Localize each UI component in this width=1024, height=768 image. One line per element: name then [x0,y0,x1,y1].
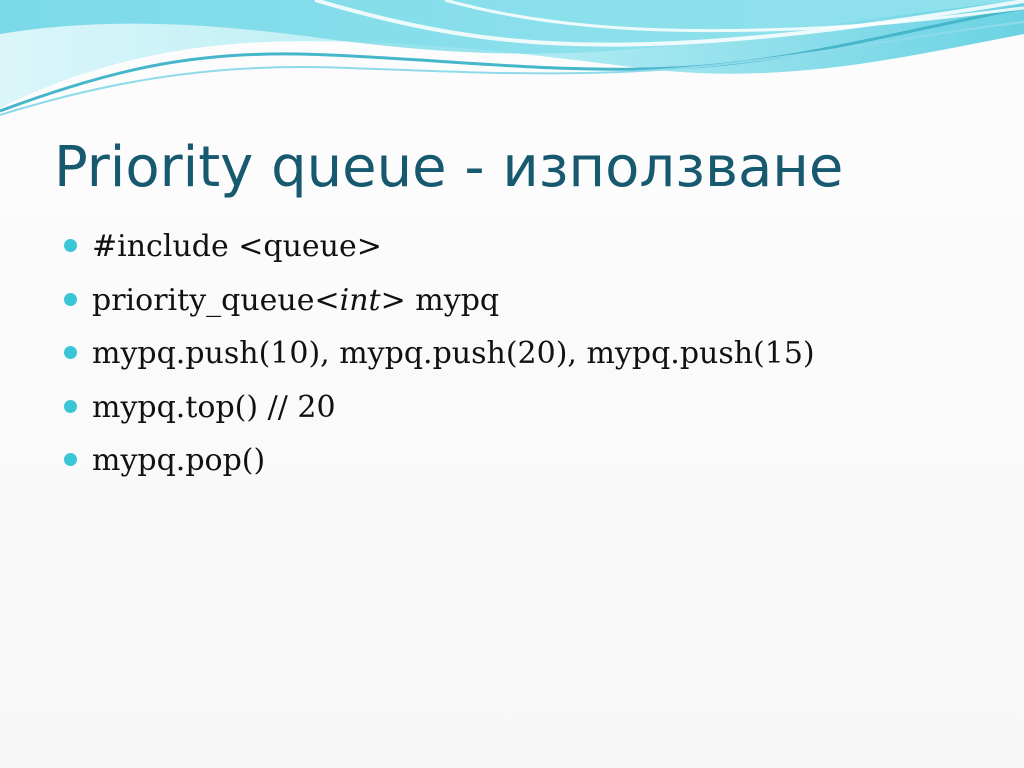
bullet-item-include [64,220,984,274]
bullet-text-after: > mypq [380,282,500,318]
bullet-item-push [64,327,984,381]
bullet-item-pop [64,434,984,488]
bullet-text: #include <queue> [92,229,382,264]
decorative-wave-header [0,0,1024,120]
slide-title: Priority queue - използване [54,135,844,200]
bullet-dot-icon [64,453,77,466]
bullet-dot-icon [64,400,77,413]
bullet-text: mypq.top() // 20 [92,389,336,425]
bullet-dot-icon [64,346,77,359]
bullet-text-italic: int [339,282,381,318]
bullet-dot-icon [64,293,77,306]
bullet-list [64,220,984,488]
bullet-text-before: priority_queue< [92,282,340,318]
bullet-text: mypq.push(10), mypq.push(20), mypq.push(15) [92,336,815,371]
bullet-text: mypq.pop() [92,443,266,478]
bullet-item-top [64,381,984,435]
bullet-item-declaration [64,274,984,328]
bullet-dot-icon [64,239,77,252]
